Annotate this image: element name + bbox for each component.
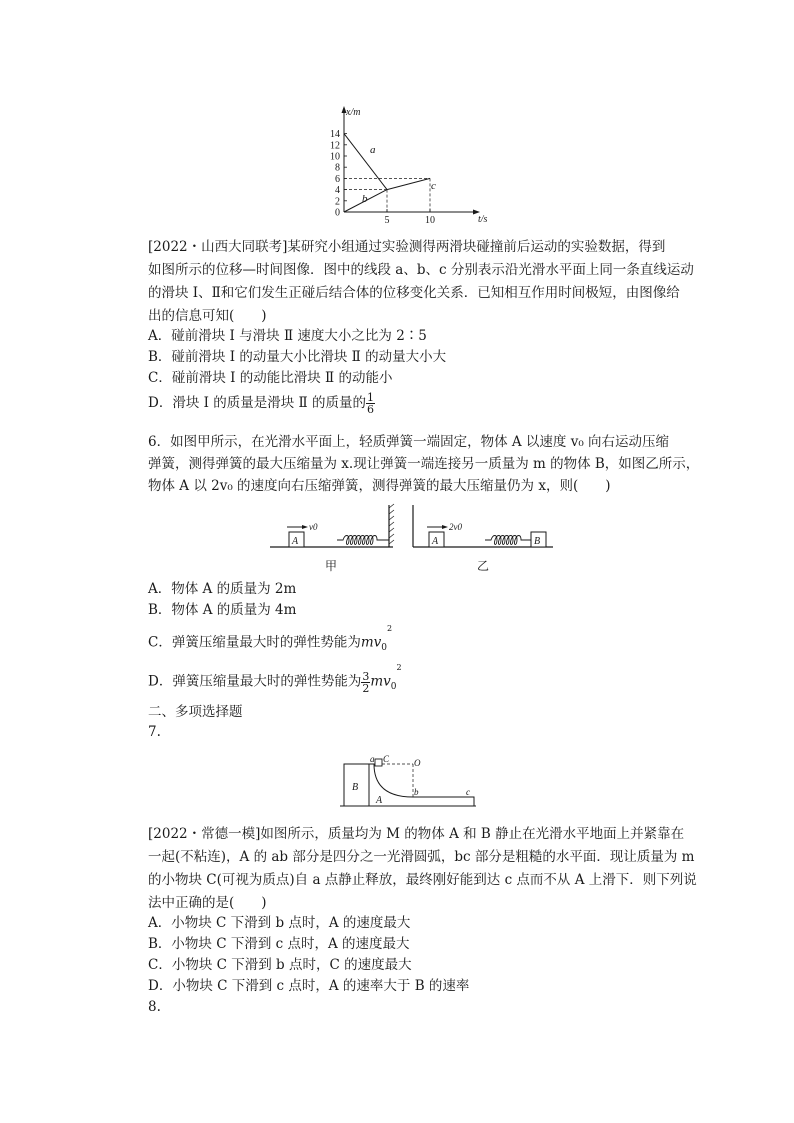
right-velocity-arrowhead — [442, 525, 448, 529]
y-tick-label: 2 — [335, 196, 340, 208]
q7-option-b[interactable]: B．小物块 C 下滑到 c 点时，A 的速度最大 — [148, 936, 410, 952]
y-tick-label: 4 — [335, 185, 340, 197]
q6-option-d-sub: 0 — [390, 682, 397, 693]
q6-option-c[interactable] — [148, 624, 393, 657]
q5-line-2: 如图所示的位移—时间图像．图中的线段 a、b、c 分别表示沿光滑水平面上同一条直线运动 — [148, 262, 694, 278]
q6-option-c-sub: 0 — [381, 643, 388, 654]
right-block-a-label: A — [432, 536, 439, 547]
q7-line-4: 法中正确的是( ) — [148, 895, 267, 911]
x-tick-label: 5 — [384, 215, 390, 226]
q6-option-d-expr: mv — [370, 673, 391, 690]
q6-line-3: 物体 A 以 2v₀ 的速度向右压缩弹簧，测得弹簧的最大压缩量仍为 x，则( ) — [148, 478, 611, 494]
series-line-a — [344, 134, 387, 190]
q6-option-d-text: D．弹簧压缩量最大时的弹性势能为 — [148, 673, 362, 690]
q6-option-c-sup: 2 — [387, 624, 393, 633]
q5-option-d-text: D．滑块 Ⅰ 的质量是滑块 Ⅱ 的质量的 — [148, 395, 366, 411]
left-velocity-label: v0 — [309, 522, 318, 532]
fig7-label-c-block: C — [383, 754, 390, 764]
q7-line-2: 一起(不粘连)，A 的 ab 部分是四分之一光滑圆弧，bc 部分是粗糙的水平面．现让质量为 m — [148, 849, 695, 865]
right-velocity-label: 2v0 — [449, 522, 462, 532]
arc-block-figure — [338, 752, 488, 814]
q6-line-1: 6．如图甲所示，在光滑水平面上，轻质弹簧一端固定，物体 A 以速度 v₀ 向右运动压缩 — [148, 434, 670, 450]
fig7-block-a-label: A — [376, 795, 383, 806]
q5-line-1: [2022・山西大同联考]某研究小组通过实验测得两滑块碰撞前后运动的实验数据，得到 — [148, 239, 666, 255]
q6-option-c-expr: mv — [360, 634, 382, 651]
q5-option-d[interactable] — [148, 392, 375, 415]
y-tick-label: 8 — [335, 162, 340, 174]
q5-line-4: 出的信息可知( ) — [148, 308, 267, 324]
y-tick-label: 12 — [330, 140, 340, 152]
q5-option-a[interactable]: A．碰前滑块 Ⅰ 与滑块 Ⅱ 速度大小之比为 2∶5 — [148, 328, 427, 344]
right-spring — [485, 536, 531, 545]
q6-option-a[interactable]: A．物体 A 的质量为 2m — [148, 581, 297, 597]
left-spring — [337, 536, 389, 545]
q7-line-1: [2022・常德一模]如图所示，质量均为 M 的物体 A 和 B 静止在光滑水平地面上并紧靠在 — [148, 826, 685, 842]
q5-option-d-fraction: $\frac{1}{6}$ — [367, 391, 374, 416]
right-block-b-label: B — [534, 536, 541, 547]
fig7-point-o: O — [414, 758, 421, 768]
q5-line-3: 的滑块 Ⅰ、Ⅱ和它们发生正碰后结合体的位移变化关系．已知相互作用时间极短，由图像给 — [148, 285, 680, 301]
y-tick-label: 10 — [330, 151, 340, 163]
q7-option-c[interactable]: C．小物块 C 下滑到 b 点时，C 的速度最大 — [148, 957, 412, 973]
q6-option-d[interactable] — [148, 663, 402, 696]
fig7-block-b-label: B — [352, 782, 359, 793]
x-tick-label: 10 — [425, 215, 435, 226]
left-figure-caption: 甲 — [325, 559, 338, 573]
series-label-b: b — [362, 193, 368, 205]
q6-option-b[interactable]: B．物体 A 的质量为 4m — [148, 602, 297, 618]
section-2-title: 二、多项选择题 — [148, 704, 243, 720]
fig7-point-b: b — [414, 787, 419, 797]
right-figure-caption: 乙 — [477, 559, 490, 573]
q8-number: 8. — [148, 999, 161, 1015]
left-block-a-label: A — [292, 536, 299, 547]
fig7-block-a-outline — [369, 764, 474, 806]
series-label-c: c — [431, 180, 436, 192]
y-tick-label: 0 — [335, 207, 340, 219]
y-tick-label: 6 — [335, 173, 340, 185]
left-wall-hatch — [389, 504, 394, 544]
q6-line-2: 弹簧，测得弹簧的最大压缩量为 x.现让弹簧一端连接另一质量为 m 的物体 B，如图乙所示， — [148, 456, 700, 472]
fig7-block-c — [375, 759, 382, 766]
y-tick-label: 14 — [330, 129, 340, 141]
fig7-point-c: c — [466, 787, 470, 797]
left-velocity-arrowhead — [302, 525, 308, 529]
y-axis-label: x/m — [346, 107, 361, 118]
q6-option-d-sup: 2 — [396, 663, 402, 672]
q5-option-b[interactable]: B．碰前滑块 Ⅰ 的动量大小比滑块 Ⅱ 的动量大小大 — [148, 349, 447, 365]
x-axis-label: t/s — [478, 214, 488, 225]
spring-figure — [265, 500, 565, 578]
q7-option-d[interactable]: D．小物块 C 下滑到 c 点时，A 的速率大于 B 的速率 — [148, 978, 470, 994]
q7-line-3: 的小物块 C(可视为质点)自 a 点静止释放，最终刚好能到达 c 点而不从 A 上滑下．则下列说 — [148, 872, 697, 888]
q6-option-d-fraction: $\frac{3}{2}$ — [362, 669, 370, 695]
displacement-time-graph — [300, 100, 500, 230]
series-label-a: a — [370, 144, 376, 156]
series-line-c — [387, 178, 430, 189]
q7-number: 7. — [148, 724, 161, 740]
q5-option-c[interactable]: C．碰前滑块 Ⅰ 的动能比滑块 Ⅱ 的动能小 — [148, 370, 393, 386]
fig7-point-a: a — [370, 754, 375, 764]
q6-option-c-text: C．弹簧压缩量最大时的弹性势能为 — [148, 634, 361, 651]
q7-option-a[interactable]: A．小物块 C 下滑到 b 点时，A 的速度最大 — [148, 915, 411, 931]
